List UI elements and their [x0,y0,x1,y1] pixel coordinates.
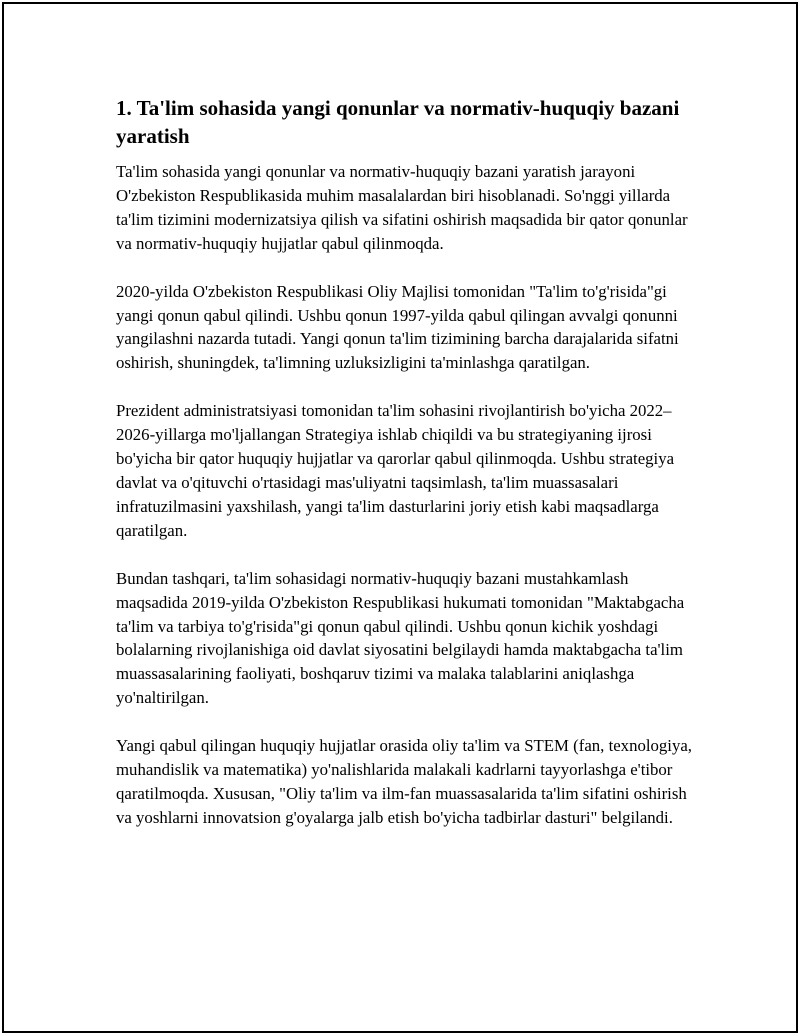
paragraph-3: Prezident administratsiyasi tomonidan ta'lim sohasini rivojlantirish bo'yicha 2022–2026-yillarga mo'ljallangan Strategiya ishlab chiqildi va bu strategiyaning ijrosi bo'yicha bir qator huquqiy hujjatlar va qarorlar qabul qilinmoqda. Ushbu strategiya davlat va o'qituvchi o'rtasidagi mas'uliyatni taqsimlash, ta'lim muassasalari infratuzilmasini yaxshilash, yangi ta'lim dasturlarini joriy etish kabi maqsadlarga qaratilgan. [116,401,675,540]
section-heading: 1. Ta'lim sohasida yangi qonunlar va normativ-huquqiy bazani yaratish [116,96,680,148]
paragraph-4: Bundan tashqari, ta'lim sohasidagi normativ-huquqiy bazani mustahkamlash maqsadida 2019-yilda O'zbekiston Respublikasi hukumati tomonidan "Maktabgacha ta'lim va tarbiya to'g'risida"gi qonun qabul qilindi. Ushbu qonun kichik yoshdagi bolalarning rivojlanishiga oid davlat siyosatini belgilaydi hamda maktabgacha ta'lim muassasalarining faoliyati, boshqaruv tizimi va malaka talablarini aniqlashga yo'naltirilgan. [116,568,685,708]
paragraph-2: 2020-yilda O'zbekiston Respublikasi Oliy Majlisi tomonidan "Ta'lim to'g'risida"gi yangi qonun qabul qilindi. Ushbu qonun 1997-yilda qabul qilingan avvalgi qonunni yangilashni nazarda tutadi. Yangi qonun ta'lim tizimining barcha darajalarida sifatni oshirish, shuningdek, ta'limning uzluksizligini ta'minlashga qaratilgan. [116,281,679,373]
paragraph-1: Ta'lim sohasida yangi qonunlar va normativ-huquqiy bazani yaratish jarayoni O'zbekiston Respublikasida muhim masalalardan biri hisoblanadi. So'nggi yillarda ta'lim tizimini modernizatsiya qilish va sifatini oshirish maqsadida bir qator qonunlar va normativ-huquqiy hujjatlar qabul qilinmoqda. [116,162,688,253]
document-body [116,94,696,854]
paragraph-5: Yangi qabul qilingan huquqiy hujjatlar orasida oliy ta'lim va STEM (fan, texnologiya, muhandislik va matematika) yo'nalishlarida malakali kadrlarni tayyorlashga e'tibor qaratilmoqda. Xususan, "Oliy ta'lim va ilm-fan muassasalarida ta'lim sifatini oshirish va yoshlarni innovatsion g'oyalarga jalb etish bo'yicha tadbirlar dasturi" belgilandi. [116,736,692,827]
